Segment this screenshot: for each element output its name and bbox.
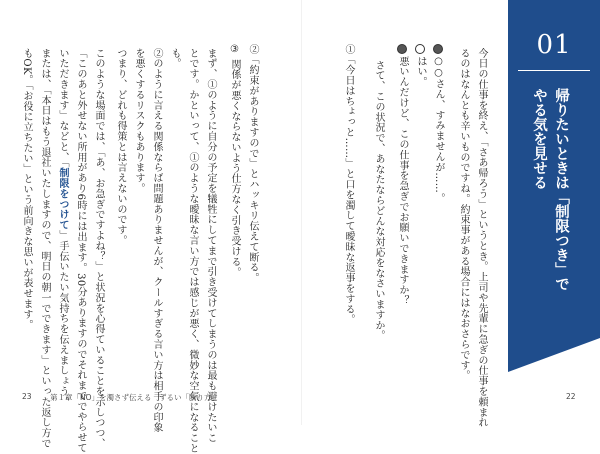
body-line: 「このあと外せない所用があり6時には出ます。30分ありますのでそれまででやらせて [75, 48, 86, 454]
banner-rule [518, 70, 590, 71]
chapter-title-line2: やる気を見せる [531, 88, 547, 190]
option-line: ①「今日はちょっと……」と口を濁して曖昧な返事をする。 [343, 44, 354, 325]
body-line: を悪くするリスクもあります。 [133, 48, 144, 194]
body-line: るのはなんとも辛いものですね。約束事がある場合にはなおさらです。 [458, 48, 469, 381]
body-line: このような場面では、「あ、お急ぎですよね？」と状況を心得ていることを示しつつ、 [93, 48, 104, 449]
dialogue-line: ○○さん、すみませんが……。 [432, 44, 445, 204]
page-number-left: 23 [22, 392, 32, 401]
body-line: 今日の仕事を終え、「さあ帰ろう」というとき。上司や先輩に急ぎの仕事を頼まれ [476, 48, 487, 428]
option-line: ③ 関係が悪くならないよう仕方なく引き受ける。 [229, 44, 240, 278]
boss-face-icon [433, 44, 443, 54]
dialogue-line: 悪いんだけど、この仕事を急ぎでお願いできますか？ [396, 44, 409, 306]
boss-face-icon [397, 44, 407, 54]
running-header: 第１章「NO」を濁さず伝える ずるい「断り方」 [50, 393, 220, 402]
body-line: とです。かといって、①のような曖昧な言い方では感じが悪く、微妙な空気になること [187, 48, 198, 454]
page-number-right: 22 [566, 392, 576, 401]
page-gutter [301, 0, 302, 425]
body-line: または、「本日はもう退社いたしますので、明日の朝一でできます」といった返し方で [39, 48, 50, 449]
body-line-with-highlight: いただきます」などと、「制限をつけて」手伝いたい気持ちを伝えましょう。 [57, 48, 68, 408]
option-line: ②「約束がありますので」とハッキリ伝えて断る。 [247, 44, 258, 284]
body-line: まず、①のように自分の予定を犠牲にしてまで引き受けてしまうのは最も避けたいこ [205, 48, 216, 444]
body-line: ②のように言える関係ならば問題ありませんが、クールすぎる言い方は相手の印象 [151, 48, 162, 433]
banner-arrow-cut [508, 338, 600, 372]
chapter-title [528, 88, 572, 291]
body-line: つまり、どれも得策とは言えないのです。 [115, 48, 126, 246]
chapter-title-line1: 帰りたいときは「制限つき」で [553, 88, 569, 291]
person-face-icon [415, 44, 425, 54]
body-line: さて、この状況で、あなたならどんな対応をなさいますか。 [373, 60, 384, 341]
highlight-phrase: 制限をつけて [57, 167, 68, 231]
chapter-banner [508, 0, 600, 372]
chapter-number: 01 [536, 30, 572, 60]
body-line: も。 [169, 48, 180, 69]
dialogue-line: はい。 [414, 44, 427, 87]
body-line: もOK。「お役に立ちたい」という前向きな思いが表せます。 [21, 48, 32, 330]
